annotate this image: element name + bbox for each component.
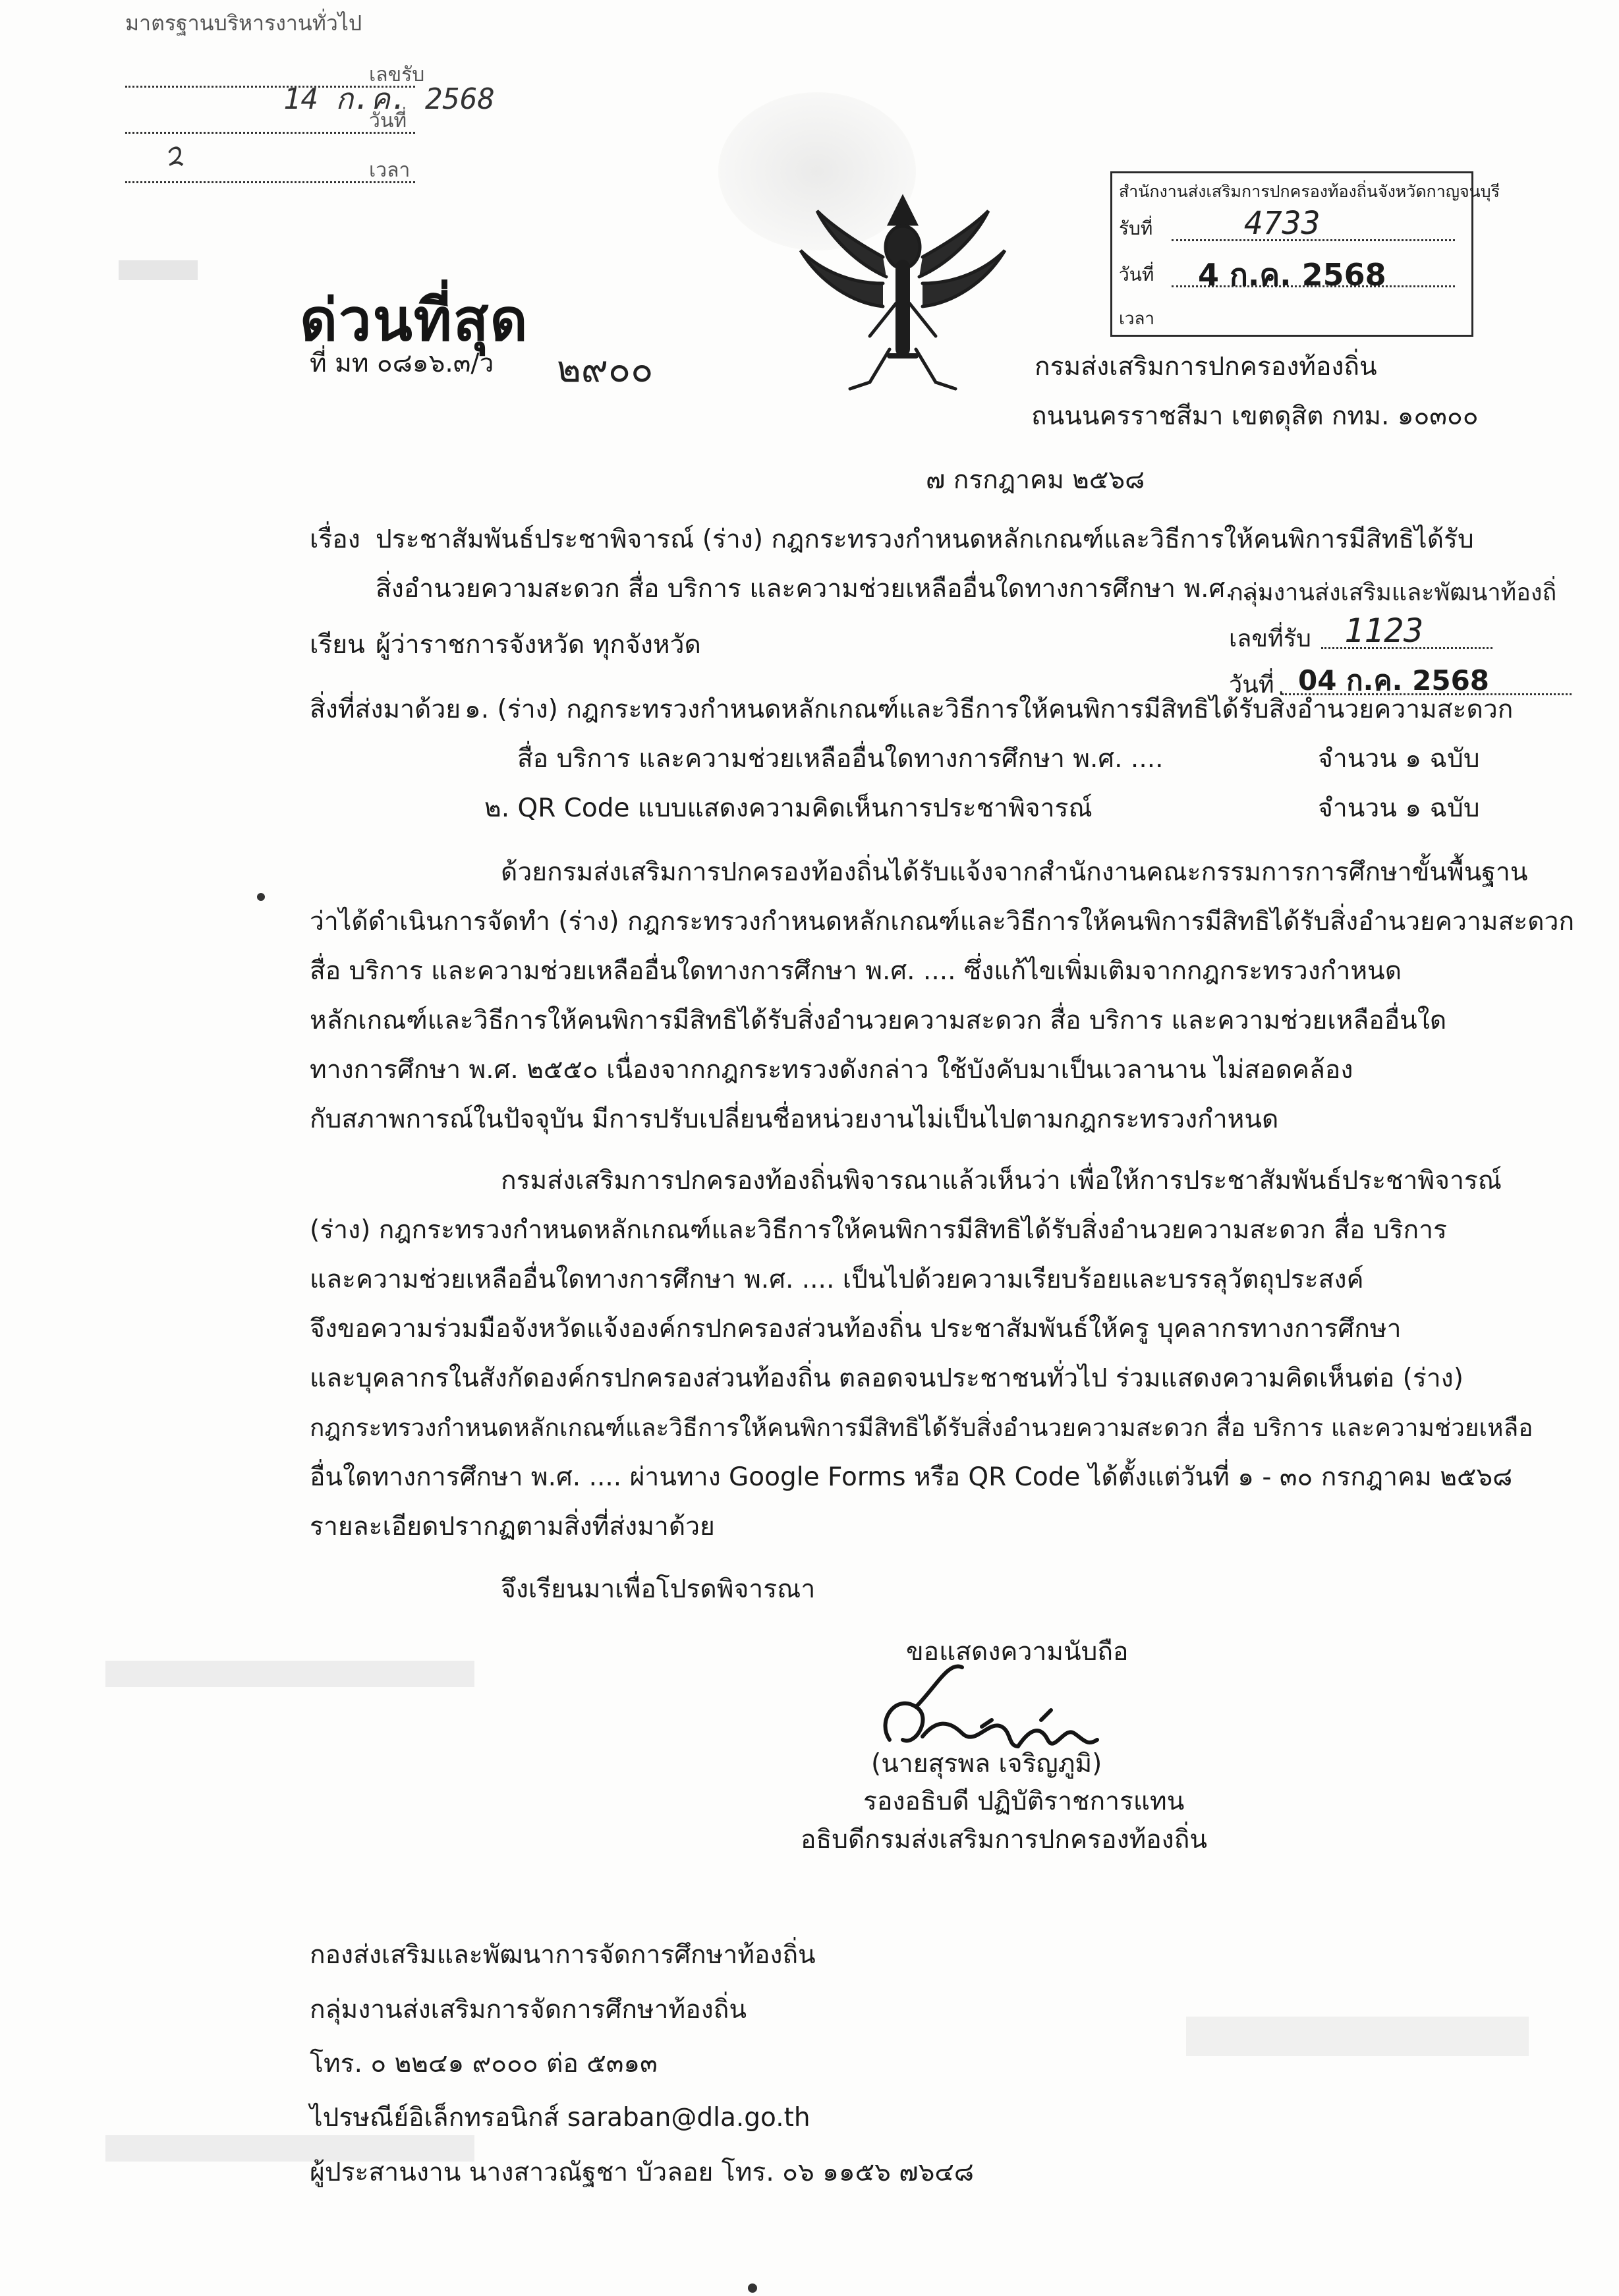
enclosure-2-qty: จำนวน ๑ ฉบับ: [1318, 793, 1480, 823]
garuda-emblem-icon: [791, 185, 1015, 409]
signature: [876, 1648, 1114, 1766]
document-date: ๗ กรกฎาคม ๒๕๖๘: [926, 465, 1145, 495]
stamp-top-right-header: สำนักงานส่งเสริมการปกครองท้องถิ่นจังหวัดกาญจนบุรี: [1119, 182, 1500, 201]
stamp-top-right-time-label: เวลา: [1119, 309, 1155, 329]
stamp-top-left-row: [125, 155, 415, 183]
subject-line1: ประชาสัมพันธ์ประชาพิจารณ์ (ร่าง) กฎกระทรวงกำหนดหลักเกณฑ์และวิธีการให้คนพิการมีสิทธิได้รับ: [376, 525, 1474, 554]
stamp-top-right: [1110, 171, 1500, 337]
stamp-top-left-label: เวลา: [369, 159, 411, 182]
enclosure-1-qty: จำนวน ๑ ฉบับ: [1318, 744, 1480, 774]
signer-title1: รองอธิบดี ปฏิบัติราชการแทน: [863, 1787, 1185, 1816]
stamp-right-receive-label: เลขที่รับ: [1229, 625, 1311, 652]
closing-line: จึงเรียนมาเพื่อโปรดพิจารณา: [501, 1574, 816, 1604]
paragraph2-line3: และความช่วยเหลืออื่นใดทางการศึกษา พ.ศ. .... เป็นไปด้วยความเรียบร้อยและบรรลุวัตถุประสงค์: [310, 1265, 1364, 1294]
stamp-top-left-line1: มาตรฐานบริหารงานทั่วไป: [125, 11, 362, 36]
stamp-right-receive-no: 1123: [1344, 612, 1424, 650]
enclosure-1-line2: สื่อ บริการ และความช่วยเหลืออื่นใดทางการศึกษา พ.ศ. ....: [517, 744, 1164, 774]
stamp-top-left-label: เลขรับ: [369, 63, 425, 86]
paragraph2-line5: และบุคลากรในสังกัดองค์กรปกครองส่วนท้องถิ่น ตลอดจนประชาชนทั่วไป ร่วมแสดงความคิดเห็นต่อ (ร่าง): [310, 1363, 1463, 1393]
stamp-right-date-value: 04 ก.ค. 2568: [1298, 664, 1490, 697]
stamp-right-date-label: วันที่: [1229, 672, 1274, 699]
stamp-top-left-hand-date: 14 ก.ค. 2568: [283, 82, 495, 116]
signature-icon: [876, 1648, 1114, 1766]
contact-group: กลุ่มงานส่งเสริมการจัดการศึกษาท้องถิ่น: [310, 1995, 747, 2024]
contact-coordinator: ผู้ประสานงาน นางสาวณัฐชา บัวลอย โทร. ๐๖ ๑๑๕๖ ๗๖๔๘: [310, 2158, 974, 2187]
sender-address: ถนนนครราชสีมา เขตดุสิต กทม. ๑๐๓๐๐: [1031, 401, 1479, 431]
garuda-emblem: [791, 185, 1015, 409]
paragraph1-line5: ทางการศึกษา พ.ศ. ๒๕๕๐ เนื่องจากกฎกระทรวงดังกล่าว ใช้บังคับมาเป็นเวลานาน ไม่สอดคล้อง: [310, 1055, 1353, 1085]
paragraph2-line7: อื่นใดทางการศึกษา พ.ศ. .... ผ่านทาง Google Forms หรือ QR Code ได้ตั้งแต่วันที่ ๑ - ๓๐ กรกฎาคม ๒๕๖๘: [310, 1462, 1513, 1492]
paragraph1-line4: หลักเกณฑ์และวิธีการให้คนพิการมีสิทธิได้รับสิ่งอำนวยความสะดวก สื่อ บริการ และความช่วยเหลืออื่นใด: [310, 1006, 1447, 1035]
to-recipient: ผู้ว่าราชการจังหวัด ทุกจังหวัด: [376, 630, 701, 660]
stamp-top-right-date-label: วันที่: [1119, 264, 1154, 285]
stamp-top-left-label: วันที่: [369, 109, 407, 132]
doc-number-handwritten: ๒๙๐๐: [557, 348, 654, 391]
stamp-top-right-receive-label: รับที่: [1119, 217, 1153, 239]
stamp-top-right-date-value: 4 ก.ค. 2568: [1198, 257, 1386, 293]
contact-phone: โทร. ๐ ๒๒๔๑ ๙๐๐๐ ต่อ ๕๓๑๓: [310, 2049, 658, 2079]
to-label: เรียน: [310, 630, 365, 660]
paragraph2-line2: (ร่าง) กฎกระทรวงกำหนดหลักเกณฑ์และวิธีการให้คนพิการมีสิทธิได้รับสิ่งอำนวยความสะดวก สื่อ บริการ: [310, 1215, 1447, 1245]
signer-title2: อธิบดีกรมส่งเสริมการปกครองท้องถิ่น: [801, 1825, 1207, 1854]
bleed-through-mark: [105, 1661, 474, 1687]
contact-division: กองส่งเสริมและพัฒนาการจัดการศึกษาท้องถิ่น: [310, 1940, 816, 1970]
paragraph1-line1: ด้วยกรมส่งเสริมการปกครองท้องถิ่นได้รับแจ้งจากสำนักงานคณะกรรมการการศึกษาขั้นพื้นฐาน: [501, 857, 1528, 887]
paragraph1-line6: กับสภาพการณ์ในปัจจุบัน มีการปรับเปลี่ยนชื่อหน่วยงานไม่เป็นไปตามกฎกระทรวงกำหนด: [310, 1105, 1279, 1134]
contact-email: ไปรษณีย์อิเล็กทรอนิกส์ saraban@dla.go.th: [310, 2103, 810, 2133]
subject-label: เรื่อง: [310, 525, 360, 554]
sender-org: กรมส่งเสริมการปกครองท้องถิ่น: [1035, 352, 1377, 382]
urgency-heading: ด่วนที่สุด: [300, 286, 529, 354]
paragraph2-line6: กฎกระทรวงกำหนดหลักเกณฑ์และวิธีการให้คนพิการมีสิทธิได้รับสิ่งอำนวยความสะดวก สื่อ บริการ และความช่วยเหลือ: [310, 1414, 1533, 1442]
stamp-top-left: [125, 0, 495, 191]
stamp-right: [1229, 567, 1598, 705]
subject-line2: สิ่งอำนวยความสะดวก สื่อ บริการ และความช่วยเหลืออื่นใดทางการศึกษา พ.ศ. ....: [376, 574, 1274, 604]
handwritten-mark: ᨯ: [159, 134, 186, 173]
pen-mark: [748, 2283, 757, 2293]
enclosure-2-line1: ๒. QR Code แบบแสดงความคิดเห็นการประชาพิจารณ์: [484, 793, 1093, 823]
bleed-through-mark: [1186, 2017, 1529, 2056]
stamp-top-right-receive-no: 4733: [1244, 205, 1321, 242]
doc-number-prefix: ที่ มท ๐๘๑๖.๓/ว: [310, 349, 494, 378]
regards-line: ขอแสดงความนับถือ: [906, 1637, 1129, 1667]
paragraph1-line3: สื่อ บริการ และความช่วยเหลืออื่นใดทางการศึกษา พ.ศ. .... ซึ่งแก้ไขเพิ่มเติมจากกฎกระทรวงกำหนด: [310, 956, 1402, 986]
paragraph2-line4: จึงขอความร่วมมือจังหวัดแจ้งองค์กรปกครองส่วนท้องถิ่น ประชาสัมพันธ์ให้ครู บุคลากรทางการศึกษา: [310, 1314, 1402, 1344]
signer-name: (นายสุรพล เจริญภูมิ): [871, 1749, 1102, 1779]
pen-mark: [257, 893, 265, 901]
stamp-right-header: กลุ่มงานส่งเสริมและพัฒนาท้องถิ่: [1229, 579, 1557, 606]
paragraph2-line1: กรมส่งเสริมการปกครองท้องถิ่นพิจารณาแล้วเห็นว่า เพื่อให้การประชาสัมพันธ์ประชาพิจารณ์: [501, 1166, 1502, 1195]
paragraph1-line2: ว่าได้ดำเนินการจัดทำ (ร่าง) กฎกระทรวงกำหนดหลักเกณฑ์และวิธีการให้คนพิการมีสิทธิได้รับสิ่งอำนวยความสะดวก: [310, 907, 1575, 936]
paragraph2-line8: รายละเอียดปรากฏตามสิ่งที่ส่งมาด้วย: [310, 1512, 715, 1541]
enclosure-1-line1: ๑. (ร่าง) กฎกระทรวงกำหนดหลักเกณฑ์และวิธีการให้คนพิการมีสิทธิได้รับสิ่งอำนวยความสะดวก: [465, 695, 1514, 724]
bleed-through-mark: [119, 260, 198, 280]
enclosures-label: สิ่งที่ส่งมาด้วย: [310, 695, 461, 724]
